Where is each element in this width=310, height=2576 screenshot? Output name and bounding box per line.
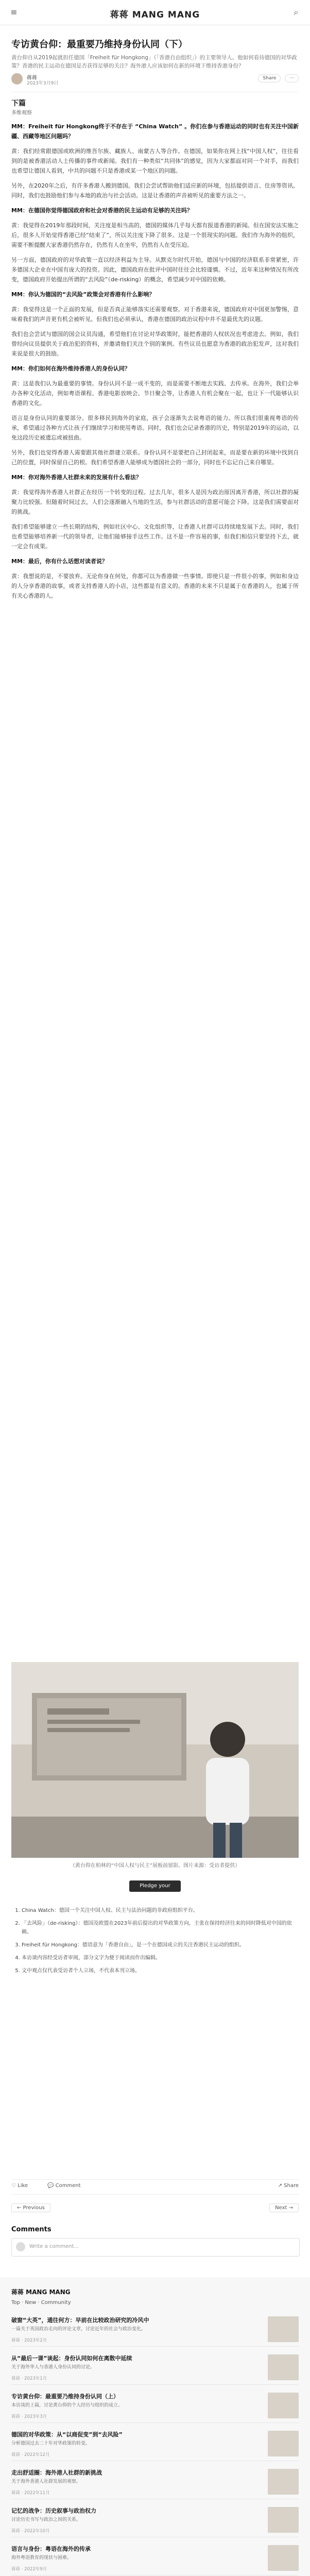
related-item-thumbnail[interactable] (268, 2316, 299, 2342)
like-button[interactable]: ♡ Like (11, 2183, 28, 2189)
comment-label: Comment (55, 2183, 81, 2189)
related-item-title[interactable]: 走出舒适圈：海外港人社群的新挑战 (11, 2469, 102, 2476)
author-avatar[interactable] (11, 73, 23, 84)
pledge-button[interactable]: Pledge your support (129, 1880, 181, 1892)
related-item-description: 关于海外香港人社群发展的观察。 (11, 2479, 81, 2484)
footnote-item: 3. Freiheit für Hongkong：德语意为「香港自由」，是一个在德国成立的关注香港民主运动的组织。 (22, 1941, 299, 1950)
interview-question: MM：最后，你有什么话想对读者说？ (11, 558, 108, 565)
article-subtitle: 黄台仰自从2019起就担任德国「Freiheit für Hongkong」（「香港自由组织」）的主要领导人。他如何看待德国的对华政策？香港的民主运动在德国是否获得足够的关注？海外港人应该如何在新的环境下维持香港身份？ (11, 55, 297, 69)
footnote-item: 2. 「去风险」（de-risking）：德国及欧盟在2023年前后提出的对华政策方向，主张在保持经济往来的同时降低对中国的依赖。 (22, 1919, 299, 1937)
related-item-meta: 蒋蒋 · 2022年11月 (11, 2490, 50, 2496)
byline (11, 73, 299, 88)
author-name[interactable]: 蒋蒋 (27, 75, 37, 81)
related-item[interactable] (11, 2313, 299, 2347)
related-item-title[interactable]: 记忆的战争：历史叙事与政治权力 (11, 2507, 96, 2514)
comments-heading: Comments (11, 2226, 51, 2233)
interview-answer: 黄：我想说的是，不要放弃。无论你身在何处，你都可以为香港做一些事情。即使只是一件很小的事，例如和身边的人分享香港的故事，或者支持香港人的小店，这些都是有意义的。香港的未来不只是属于在香港的人，也属于所有关心香港的人。 (11, 573, 299, 599)
interview-answer: 语言是身份认同的重要部分。很多移民到海外的家庭，孩子会逐渐失去说粤语的能力。所以我们很重视粤语的传承，希望通过各种方式让孩子们继续学习和使用粤语。同时，我们也会记录香港的历史，特别是2019年的运动，以免这段历史被遗忘或被扭曲。 (11, 415, 299, 441)
photo-caption: （黄台仰在柏林的“中国人权与民主”展板前留影。图片来源：受访者提供） (70, 1863, 240, 1869)
share-button[interactable]: Share (258, 74, 281, 82)
related-item-title[interactable]: 语言与身份：粤语在海外的传承 (11, 2546, 91, 2552)
search-icon[interactable]: ⌕ (294, 7, 299, 17)
related-item-meta: 蒋蒋 · 2023年1月 (11, 2376, 47, 2381)
footnote-item: 4. 本访谈内容经受访者审阅，部分文字为便于阅读而作出编辑。 (22, 1954, 299, 1962)
related-item[interactable] (11, 2389, 299, 2423)
interview-answer: 另外，我们也觉得香港人需要跟其他社群建立联系。身份认同不是要把自己封闭起来，而是要在新的环境中找到自己的位置，同时保留自己的根。我们希望香港人能够成为德国社会的一部分，同时也不忘记自己来自哪里。 (11, 449, 299, 466)
section-subheading: 多维观察 (11, 110, 32, 116)
related-item-description: 分析德国过去二十年对华政策的转变。 (11, 2441, 91, 2446)
section-heading: 下篇 (11, 99, 26, 108)
interview-question: MM：在德国你觉得德国政府和社会对香港的民主运动有足够的关注吗？ (11, 207, 193, 214)
more-button[interactable]: ··· (285, 74, 299, 82)
action-row (11, 2179, 299, 2195)
related-item-title[interactable]: 从“最后一课”谈起：身份认同如何在离散中延续 (11, 2355, 132, 2362)
interview-question: MM：你们如何在海外维持香港人的身份认同？ (11, 365, 130, 372)
footnote-item: 5. 文中观点仅代表受访者个人立场，不代表本刊立场。 (22, 1967, 299, 1975)
related-item-thumbnail[interactable] (268, 2507, 299, 2533)
related-item-thumbnail[interactable] (268, 2354, 299, 2380)
related-item[interactable] (11, 2351, 299, 2385)
related-item[interactable] (11, 2504, 299, 2537)
share-bottom-button[interactable]: ↗ Share (278, 2183, 299, 2189)
article-body (11, 122, 299, 1657)
footnotes (11, 1906, 299, 2169)
related-item-description: 关于海外华人与香港人身份认同的讨论。 (11, 2365, 95, 2370)
footnote-item: 1. China Watch：德国一个关注中国人权、民主与法治问题的非政府组织平台。 (22, 1906, 299, 1915)
site-brand[interactable]: 蒋蒋 MANG MANG (110, 10, 200, 20)
related-item-description: 一篇关于英国政治走向的评论文章，讨论近年的社会与政治变化。 (11, 2327, 146, 2332)
related-item-meta: 蒋蒋 · 2023年3月 (11, 2414, 47, 2419)
related-item-title[interactable]: 专访黄台仰：最重要乃维持身份认同（上） (11, 2393, 119, 2400)
interview-answer: 我们希望能够建立一些长期的结构，例如社区中心、文化组织等，让香港人社群可以持续地发展下去。同时，我们也希望能够培养新一代的领导者，让他们能够接手这些工作。这不是一件容易的事，但我们相信只要坚持下去，就一定会有成果。 (11, 523, 299, 550)
related-item-description: 海外粤语教育的现状与困难。 (11, 2555, 72, 2561)
interview-answer: 另外，在2020年之后，有许多香港人搬到德国。我们会尝试帮助他们适应新的环境，包括提供语言、住房等资讯。同时，我们也鼓励他们参与本地的政治与社会活动。这是让香港的声音被听见的重要方法之一。 (11, 182, 299, 199)
previous-button[interactable]: ← Previous (11, 2204, 50, 2212)
related-heading: 蒋蒋 MANG MANG (11, 2289, 71, 2296)
photo-illustration (11, 1662, 299, 1858)
related-item-thumbnail[interactable] (268, 2393, 299, 2418)
related-item[interactable] (11, 2542, 299, 2575)
prev-next (11, 2202, 299, 2213)
interview-answer: 黄：我觉得在2019年那段时间，关注度是相当高的，德国的媒体几乎每天都有报道香港的新闻。但在国安法实施之后，很多人开始觉得香港已经“结束了”，所以关注度下降了很多。这是一个很现实的问题。我们作为海外的组织，需要不断提醒大家香港仍然存在，仍然有人在坐牢，仍然有人在受压迫。 (11, 222, 299, 248)
interview-answer: 黄：我觉得这是一个正面的发展，但是否真正能够落实还需要观察。对于香港来说，德国政府对中国更加警惕，意味着我们的声音更有机会被听见。但我们也必须承认，香港在德国的政治议程中并不是最优先的议题。 (11, 306, 299, 323)
share-bottom-label: Share (284, 2183, 299, 2189)
interview-question: MM：你对海外香港人社群未来的发展有什么看法？ (11, 474, 142, 481)
comment-button[interactable]: 💬 Comment (47, 2183, 81, 2189)
related-item-meta: 蒋蒋 · 2022年10月 (11, 2529, 50, 2534)
publish-date: 2023年3月9日 (27, 81, 59, 86)
related-item-description: 讨论历史书写与政治之间的关系。 (11, 2517, 81, 2522)
comment-input[interactable] (11, 2238, 300, 2257)
interview-answer: 另一方面，德国政府的对华政策一直以经济利益为主导。从默克尔时代开始，德国与中国的经济联系非常紧密，许多德国大企业在中国有庞大的投资。因此，德国政府在批评中国时往往会比较谨慎。不过，近年来这种情况有所改变，德国政府开始提出所谓的“去风险”（de-risking）的概念，希望减少对中国的依赖。 (11, 257, 299, 283)
related-tabs[interactable]: Top · New · Community (11, 2300, 71, 2306)
article-title: 专访黄台仰：最重要乃维持身份认同（下） (11, 39, 187, 50)
commenter-avatar (16, 2242, 25, 2251)
interview-question: MM：你认为德国的“去风险”政策会对香港有什么影响？ (11, 291, 155, 298)
related-item-meta: 蒋蒋 · 2022年9月 (11, 2567, 47, 2572)
top-bar (0, 0, 310, 25)
interview-answer: 我们也会尝试与德国的国会议员沟通，希望他们在讨论对华政策时，能把香港的人权状况也考虑进去。例如，我们曾经向议员提供关于政治犯的资料，并邀请他们关注个别的案例。有些议员也愿意为香港的政治犯发声，这对我们来说是很大的鼓励。 (11, 331, 299, 357)
related-item-thumbnail[interactable] (268, 2431, 299, 2456)
like-label: Like (18, 2183, 28, 2189)
related-item[interactable] (11, 2466, 299, 2499)
related-item-thumbnail[interactable] (268, 2469, 299, 2495)
comment-placeholder: Write a comment... (29, 2244, 79, 2249)
next-button[interactable]: Next → (269, 2204, 299, 2212)
related-item[interactable] (11, 2428, 299, 2461)
interview-answer: 黄：我们经常跟德国或欧洲的维吾尔族、藏族人、南蒙古人等合作。在德国，如果你在网上找“中国人权”，往往看到的是被香港活动人士传播的事件或新闻。我们有一种类似“共同体”的感觉，因为大家都面对同一个对手，而我们也希望让德国人看到，中共的问题不只是香港或某一个地区的问题。 (11, 148, 299, 174)
related-item-meta: 蒋蒋 · 2023年2月 (11, 2338, 47, 2343)
byline-actions (258, 74, 299, 82)
related-item-title[interactable]: 德国的对华政策：从“以商促变”到“去风险” (11, 2431, 123, 2438)
related-item-title[interactable]: 破窗“大英”，通往何方：早前在比较政治研究的冷风中 (11, 2317, 149, 2324)
interview-photo (11, 1662, 299, 1858)
interview-answer: 黄：这是我们认为最重要的事情。身份认同不是一成不变的，而是需要不断地去实践、去传承。在海外，我们会举办各种文化活动，例如粤语课程、香港电影放映会、节日聚会等，让香港人有机会聚在一起，也让下一代能够认识香港的文化。 (11, 380, 299, 406)
interview-question: MM：Freiheit für Hongkong终于不存在于 “China Watch” 。你们在参与香港运动的同时也有关注中国新疆、西藏等地区问题吗？ (11, 123, 299, 140)
related-item-description: 本访谈的上篇，讨论黄台仰的个人经历与组织的成立。 (11, 2403, 123, 2408)
related-posts (0, 2277, 310, 2576)
interview-answer: 黄：我觉得海外香港人社群正在经历一个转变的过程。过去几年，很多人是因为政治原因离开香港，所以社群的凝聚力比较强。但随着时间过去，人们会逐渐融入当地的生活，参与社群活动的意愿可能会下降。这是我们需要面对的挑战。 (11, 489, 299, 515)
related-item-thumbnail[interactable] (268, 2545, 299, 2571)
footnote-list (11, 1906, 299, 1975)
menu-icon[interactable]: ≡ (10, 7, 18, 17)
related-item-meta: 蒋蒋 · 2022年12月 (11, 2452, 50, 2458)
